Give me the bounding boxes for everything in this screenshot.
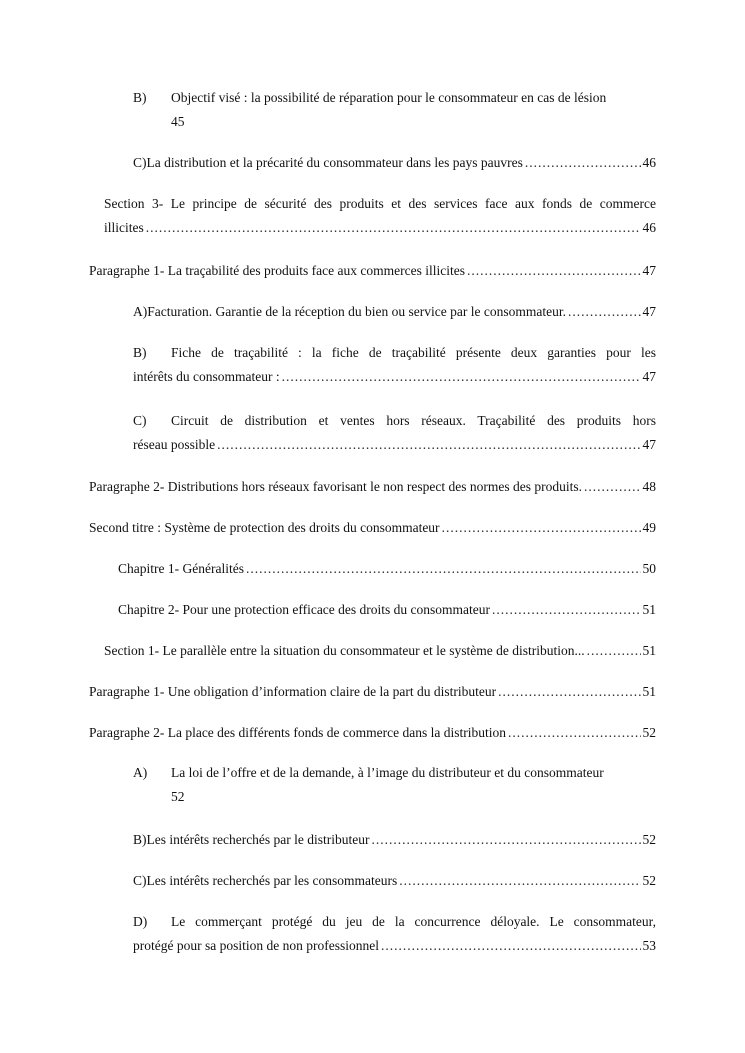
toc-leader bbox=[442, 516, 641, 540]
toc-marker: B) bbox=[133, 832, 147, 847]
toc-line bbox=[133, 300, 656, 324]
toc-entry[interactable] bbox=[89, 516, 656, 540]
toc-page-number: 46 bbox=[642, 155, 656, 170]
toc-entry[interactable] bbox=[133, 910, 656, 958]
toc-page-number: 52 bbox=[642, 873, 656, 888]
toc-leader bbox=[498, 680, 640, 704]
toc-line bbox=[133, 365, 656, 389]
toc-marker: D) bbox=[133, 914, 148, 929]
toc-title: Second titre : Système de protection des droits du consommateur bbox=[89, 520, 440, 535]
toc-title: Fiche de traçabilité : la fiche de traçabilité présente deux garanties pour les bbox=[171, 345, 656, 360]
toc-title: Circuit de distribution et ventes hors réseaux. Traçabilité des produits hors bbox=[171, 413, 656, 428]
toc-leader bbox=[399, 869, 640, 893]
toc-line bbox=[89, 721, 656, 745]
toc-page-number: 47 bbox=[642, 263, 656, 278]
toc-line bbox=[104, 639, 656, 663]
toc-line bbox=[104, 216, 656, 240]
toc-title: La loi de l’offre et de la demande, à l’image du distributeur et du consommateur bbox=[171, 765, 604, 780]
toc-entry[interactable] bbox=[104, 639, 656, 663]
toc-entry[interactable] bbox=[104, 192, 656, 240]
toc-leader bbox=[508, 721, 641, 745]
toc-title: Les intérêts recherchés par le distributeur bbox=[146, 832, 370, 847]
toc-marker: C) bbox=[133, 873, 147, 888]
toc-title: Chapitre 2- Pour une protection efficace des droits du consommateur bbox=[118, 602, 491, 617]
toc-page-number: 47 bbox=[642, 437, 656, 452]
toc-leader bbox=[467, 259, 641, 283]
toc-title: Les intérêts recherchés par les consommateurs bbox=[146, 873, 398, 888]
toc-title-continued: intérêts du consommateur : bbox=[133, 369, 280, 384]
toc-page-number: 52 bbox=[642, 832, 656, 847]
toc-page-number: 45 bbox=[171, 114, 185, 129]
toc-page-number: 50 bbox=[642, 561, 656, 576]
toc-page-number: 51 bbox=[642, 602, 656, 617]
toc-entry[interactable] bbox=[118, 557, 656, 581]
toc-page-number: 52 bbox=[642, 725, 656, 740]
toc-title: Facturation. Garantie de la réception du bien ou service par le consommateur. bbox=[147, 304, 566, 319]
toc-line bbox=[133, 761, 656, 785]
toc-line bbox=[133, 869, 656, 893]
toc-page-number: 51 bbox=[642, 684, 656, 699]
toc-line bbox=[118, 557, 656, 581]
toc-page-number: 52 bbox=[171, 789, 185, 804]
toc-entry[interactable] bbox=[89, 721, 656, 745]
toc-line bbox=[133, 934, 656, 958]
toc-leader bbox=[587, 639, 641, 663]
toc-line bbox=[89, 475, 656, 499]
toc-title: Section 3- Le principe de sécurité des produits et des services face aux fonds de commerce bbox=[104, 196, 656, 211]
toc-entry[interactable] bbox=[133, 409, 656, 457]
toc-leader bbox=[246, 557, 641, 581]
toc-title-continued: illicites bbox=[104, 220, 144, 235]
toc-page-number: 47 bbox=[642, 304, 656, 319]
toc-title: Le commerçant protégé du jeu de la concurrence déloyale. Le consommateur, bbox=[171, 914, 656, 929]
toc-marker: B) bbox=[133, 345, 147, 360]
toc-leader bbox=[381, 934, 641, 958]
toc-entry[interactable] bbox=[133, 761, 656, 809]
toc-line bbox=[118, 598, 656, 622]
toc-line bbox=[89, 680, 656, 704]
toc-page-number: 51 bbox=[642, 643, 656, 658]
toc-line bbox=[133, 910, 656, 934]
toc-line bbox=[89, 259, 656, 283]
toc-marker: A) bbox=[133, 765, 148, 780]
toc-title: Paragraphe 2- Distributions hors réseaux favorisant le non respect des normes des produits. bbox=[89, 479, 583, 494]
toc-entry[interactable] bbox=[133, 86, 656, 134]
toc-page-number: 49 bbox=[642, 520, 656, 535]
toc-entry[interactable] bbox=[89, 680, 656, 704]
toc-line bbox=[89, 516, 656, 540]
toc-title: Paragraphe 1- La traçabilité des produits face aux commerces illicites bbox=[89, 263, 465, 278]
toc-title: Paragraphe 2- La place des différents fonds de commerce dans la distribution bbox=[89, 725, 506, 740]
toc-marker: B) bbox=[133, 90, 147, 105]
toc-page-number: 46 bbox=[642, 220, 656, 235]
toc-page-number: 48 bbox=[642, 479, 656, 494]
toc-line bbox=[133, 86, 656, 110]
toc-marker: C) bbox=[133, 155, 147, 170]
toc-title: Section 1- Le parallèle entre la situation du consommateur et le système de distribution... bbox=[104, 643, 585, 658]
toc-line bbox=[133, 409, 656, 433]
toc-title: Chapitre 1- Généralités bbox=[118, 561, 244, 576]
toc-entry[interactable] bbox=[133, 869, 656, 893]
toc-entry[interactable] bbox=[133, 300, 656, 324]
toc-title: La distribution et la précarité du consommateur dans les pays pauvres bbox=[146, 155, 523, 170]
toc-entry[interactable] bbox=[118, 598, 656, 622]
toc-line bbox=[133, 785, 656, 809]
toc-leader bbox=[282, 365, 641, 389]
toc-leader bbox=[584, 475, 640, 499]
toc-leader bbox=[217, 433, 640, 457]
toc-entry[interactable] bbox=[133, 341, 656, 389]
toc-title: Paragraphe 1- Une obligation d’information claire de la part du distributeur bbox=[89, 684, 497, 699]
toc-entry[interactable] bbox=[133, 151, 656, 175]
toc-line bbox=[133, 828, 656, 852]
toc-title-continued: réseau possible bbox=[133, 437, 216, 452]
toc-marker: C) bbox=[133, 413, 147, 428]
toc-line bbox=[133, 151, 656, 175]
toc-line bbox=[133, 110, 656, 134]
toc-entry[interactable] bbox=[89, 259, 656, 283]
toc-leader bbox=[146, 216, 641, 240]
toc-entry[interactable] bbox=[89, 475, 656, 499]
toc-entry[interactable] bbox=[133, 828, 656, 852]
toc-line bbox=[133, 341, 656, 365]
toc-title-continued: protégé pour sa position de non professionnel bbox=[133, 938, 379, 953]
toc-marker: A) bbox=[133, 304, 148, 319]
toc-line bbox=[133, 433, 656, 457]
toc-leader bbox=[525, 151, 641, 175]
toc-page-number: 53 bbox=[642, 938, 656, 953]
toc-leader bbox=[492, 598, 640, 622]
toc-title: Objectif visé : la possibilité de réparation pour le consommateur en cas de lésion bbox=[171, 90, 607, 105]
toc-page-number: 47 bbox=[642, 369, 656, 384]
toc-leader bbox=[372, 828, 641, 852]
toc-leader bbox=[568, 300, 641, 324]
